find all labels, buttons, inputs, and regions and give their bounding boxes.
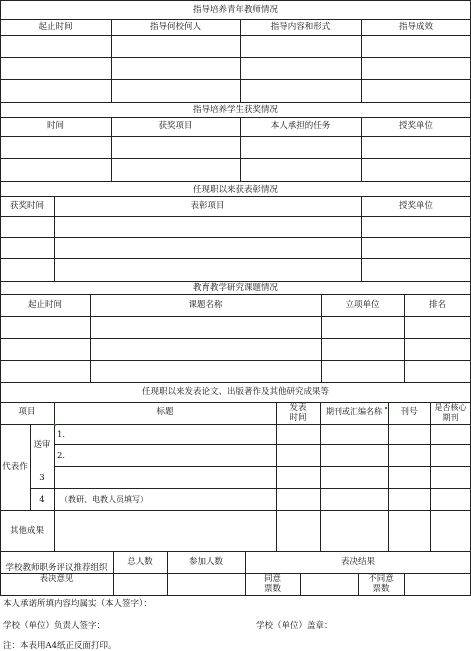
section5-header-core-2: 期刊 <box>442 413 459 422</box>
seal-line: 学校（单位）盖章： <box>256 621 333 631</box>
section4-header-period: 起止时间 <box>27 300 62 310</box>
section1-header-period: 起止时间 <box>38 22 73 32</box>
section5-header-issue: 刊号 <box>400 407 418 417</box>
vote-label-2: 表决意见 <box>39 574 74 584</box>
vote-label-1: 学校教师职务评议推荐组织 <box>5 563 108 573</box>
agree-label-2: 票数 <box>263 584 281 594</box>
rep-row-1: 1. <box>57 430 66 440</box>
section5-header-journal: 期刊或汇编名称 <box>326 407 382 416</box>
section4-header-rank: 排名 <box>428 300 446 310</box>
print-note: 注：本表用A4纸正反面打印。 <box>3 641 117 651</box>
disagree-label-1: 不同意 <box>368 574 394 584</box>
other-results-label: 其他成果 <box>9 526 44 536</box>
section1-header-content: 指导内容和形式 <box>270 22 331 32</box>
section5-header-date-2: 时间 <box>289 413 307 423</box>
section1-header-mentee: 指导何校何人 <box>149 22 201 32</box>
section1-header-effect: 指导成效 <box>398 22 433 32</box>
principal-sign-line: 学校（单位）负责人签字： <box>3 621 106 631</box>
disagree-label-2: 票数 <box>372 584 390 594</box>
rep-works-label: 代表作 <box>2 462 28 472</box>
section2-header-time: 时间 <box>46 121 64 131</box>
section3-header-time: 获奖时间 <box>9 201 44 211</box>
agree-label-1: 同意 <box>263 574 281 584</box>
vote-result-label: 表决结果 <box>340 557 375 567</box>
section3-header-unit: 授奖单位 <box>398 201 433 211</box>
section2-header-award: 获奖项目 <box>158 121 193 131</box>
rep-row-4-note: （教研、电教人员填写） <box>60 495 148 504</box>
section3-title: 任现职以来获表彰情况 <box>192 185 278 195</box>
attend-count-label: 参加人数 <box>188 557 223 567</box>
section5-header-core-1: 是否核心 <box>434 403 467 412</box>
section1-title: 指导培养青年教师情况 <box>192 5 278 15</box>
total-count-label: 总人数 <box>127 557 153 567</box>
section4-header-unit: 立项单位 <box>345 300 380 310</box>
section5-header-date-1: 发表 <box>289 403 307 413</box>
promise-line: 本人承诺所填内容均属实（本人签字）： <box>3 599 152 609</box>
section5-title: 任现职以来发表论文、出版著作及其他研究成果等 <box>141 387 329 397</box>
section4-title: 教育教学研究课题情况 <box>192 283 278 293</box>
rep-row-4: 4 <box>39 495 45 505</box>
section5-header-title: 标题 <box>156 407 174 417</box>
section2-title: 指导培养学生获奖情况 <box>192 105 278 115</box>
rep-row-3: 3 <box>39 473 45 483</box>
section4-header-topic: 课题名称 <box>188 300 223 310</box>
section2-header-task: 本人承担的任务 <box>270 121 331 131</box>
section3-header-item: 表彰项目 <box>190 201 225 211</box>
submit-label: 送审 <box>33 440 51 450</box>
section2-header-unit: 授奖单位 <box>398 121 433 131</box>
rep-row-2: 2. <box>57 451 66 461</box>
section5-header-item: 项目 <box>18 407 36 417</box>
